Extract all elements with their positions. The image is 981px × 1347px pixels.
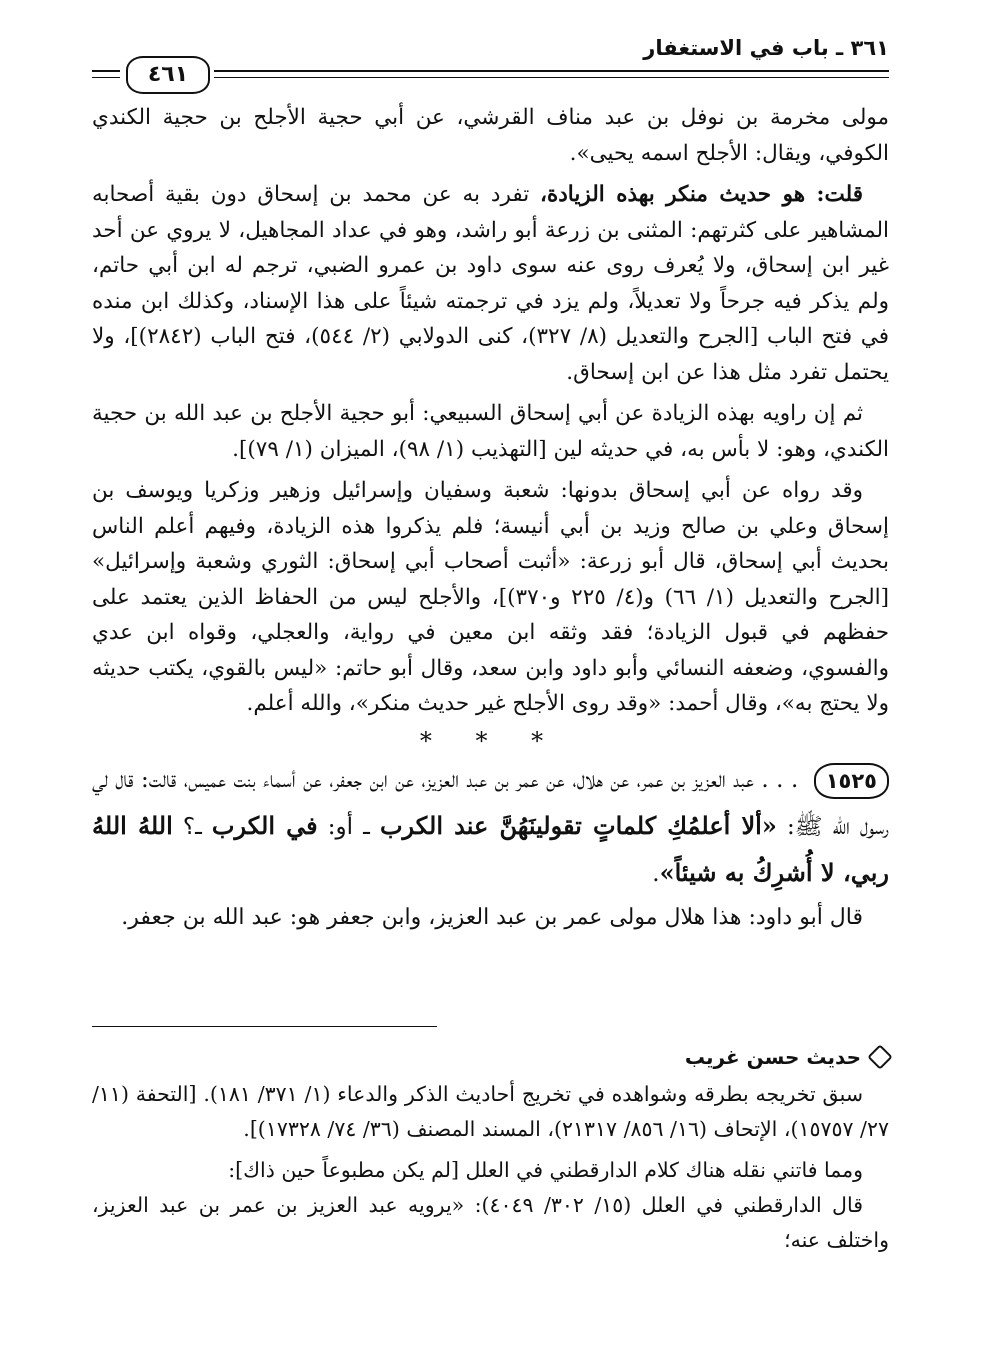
hadith-text-end: . xyxy=(652,860,660,887)
header-rule-left xyxy=(92,70,120,78)
header-rule xyxy=(214,70,889,78)
hadith-text-2: ـ أو: xyxy=(317,813,380,840)
flower-bullet-icon xyxy=(867,1044,892,1069)
hadith-matn-1: «ألا أعلمُكِ كلماتٍ تقولينَهُنَّ عند الكرب xyxy=(379,810,777,840)
hadith-grade xyxy=(92,1040,889,1075)
paragraph-2-lead: قلت: هو حديث منكر بهذه الزيادة، xyxy=(540,182,863,207)
hadith-number-badge: ١٥٢٥ xyxy=(814,763,889,799)
note-1: سبق تخريجه بطرقه وشواهده في تخريج أحاديث الذكر والدعاء (١/ ٣٧١/ ١٨١). [التحفة (١١/ ٢٧/ ١٥٧٥٧)، الإتحاف (١٦/ ٨٥٦/ ٢١٣١٧)، المسند المصنف (٣٦/ ٧٤/ ١٧٣٢٨)]. xyxy=(92,1082,889,1141)
note-3: قال الدارقطني في العلل (١٥/ ٣٠٢/ ٤٠٤٩): «يرويه عبد العزيز بن عمر بن عبد العزيز، واختلف عنه؛ xyxy=(92,1193,889,1252)
paragraph-4: وقد رواه عن أبي إسحاق بدونها: شعبة وسفيان وإسرائيل وزهير وزكريا ويوسف بن إسحاق وعلي بن صالح وزيد بن أبي أنيسة؛ فلم يذكروا هذه الزيادة، وفيهم أعلم الناس بحديث أبي إسحاق، قال أبو زرعة: «أثبت أصحاب أبي إسحاق: الثوري وشعبة وإسرائيل» [الجرح والتعديل (١/ ٦٦) و(٤/ ٢٢٥ و٣٧٠)]، والأجلح ليس من الحفاظ الذين يعتمد على حفظهم في قبول الزيادة؛ فقد وثقه ابن معين في رواية، والعجلي، وقواه ابن عدي والفسوي، وضعفه النسائي وأبو داود وابن سعد، وقال أبو حاتم: «ليس بالقوي، يكتب حديثه ولا يحتج به»، وقال أحمد: «وقد روى الأجلح غير حديث منكر»، والله أعلم. xyxy=(92,478,890,716)
hadith-matn-2: في الكرب xyxy=(211,810,318,840)
paragraph-3: ثم إن راويه بهذه الزيادة عن أبي إسحاق السبيعي: أبو حجية الأجلح بن عبد الله بن حجية الكندي، وهو: لا بأس به، في حديثه لين [التهذيب (١/ ٩٨)، الميزان (١/ ٧٩)]. xyxy=(92,401,889,462)
hadith-text-3: ـ؟ xyxy=(172,813,212,840)
paragraph-2-rest: تفرد به عن محمد بن إسحاق دون بقية أصحابه المشاهير على كثرتهم: المثنى بن زرعة أبو راشد، وهو في عداد المجاهيل، لا يروي عن أحد غير ابن إسحاق، ولا يُعرف روى عنه سوى داود بن عمرو الضبي، ترجم له ابن أبي حاتم، ولم يذكر فيه جرحاً ولا تعديلاً، ولم يزد في ترجمته شيئاً على هذا الإسناد، وكذلك ابن منده في فتح الباب [الجرح والتعديل (٨/ ٣٢٧)، كنى الدولابي (٢/ ٥٤٤)، فتح الباب (٢٨٤٢)]، ولا يحتمل تفرد مثل هذا عن ابن إسحاق. xyxy=(92,182,889,385)
abu-dawud-comment: قال أبو داود: هذا هلال مولى عمر بن عبد العزيز، وابن جعفر هو: عبد الله بن جعفر. xyxy=(121,904,863,930)
paragraph-1: مولى مخرمة بن نوفل بن عبد مناف القرشي، عن أبي حجية الأجلح بن حجية الكندي الكوفي، ويقال: الأجلح اسمه يحيى». xyxy=(92,105,889,166)
hadith-matn-3: اللهُ اللهُ ربي، لا أُشرِكُ به شيئاً» xyxy=(92,810,889,887)
note-2: ومما فاتني نقله هناك كلام الدارقطني في العلل [لم يكن مطبوعاً حين ذاك]: xyxy=(228,1158,863,1182)
main-text xyxy=(92,100,889,939)
running-title: ٣٦١ ـ باب في الاستغفار xyxy=(643,36,889,60)
commentary-section xyxy=(92,1040,889,1258)
paragraph-2 xyxy=(92,177,889,390)
hadith-paragraph xyxy=(92,758,889,897)
page-number: ٤٦١ xyxy=(126,56,210,94)
section-divider-stars: * * * xyxy=(419,726,562,755)
hadith-grade-label: حديث حسن غريب xyxy=(684,1045,861,1069)
hadith-text-1: . . . عبد العزيز بن عمر، عن هلال، عن عمر بن عبد العزيز، عن ابن جعفر، عن أسماء بنت عميس، قالت: قال لي رسول الله ﷺ: xyxy=(92,766,890,840)
footnote-separator xyxy=(92,1026,437,1027)
page-header xyxy=(92,30,889,86)
